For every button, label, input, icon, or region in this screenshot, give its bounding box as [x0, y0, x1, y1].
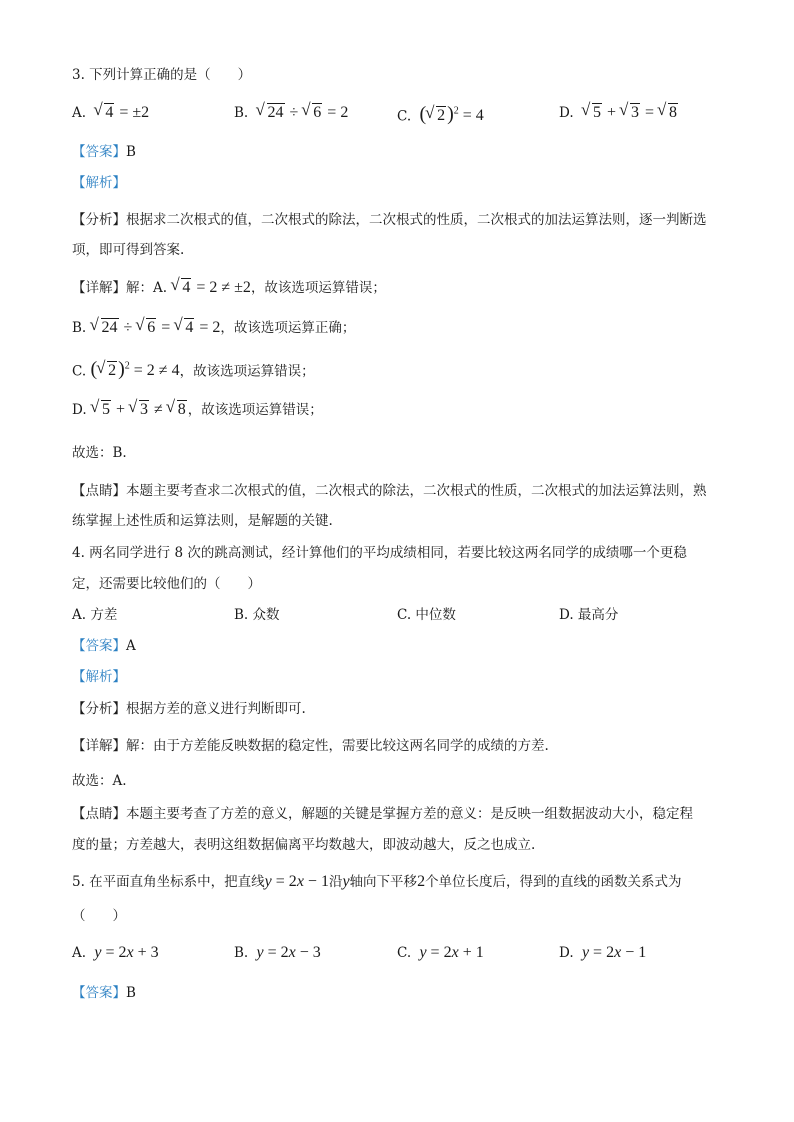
q4-option-b: B. 众数 — [234, 607, 280, 623]
q4-choose: 故选：A. — [72, 773, 127, 789]
q5-option-c — [397, 944, 484, 962]
q5-option-c-formula: y = 2x + 1 — [419, 944, 484, 961]
q4-stem-line-2: 定，还需要比较他们的（ ） — [72, 576, 261, 592]
q5-option-d — [559, 944, 646, 962]
q5-answer — [72, 984, 136, 1002]
detail-text: 解：由于方差能反映数据的稳定性，需要比较这两名同学的成绩的方差. — [126, 738, 549, 754]
q5-stem-part-2: 沿 — [328, 874, 343, 890]
q4-stem-line-1: 4. 两名同学进行 8 次的跳高测试，经计算他们的平均成绩相同，若要比较这两名同学的成绩哪一个更稳 — [72, 545, 687, 561]
answer-value: A — [126, 638, 136, 654]
q5-option-b-formula: y = 2x − 3 — [256, 944, 321, 961]
q3-option-d-label: D. — [559, 105, 574, 121]
q3-analysis-line-1 — [72, 211, 707, 229]
q5-option-a-label: A. — [72, 945, 87, 961]
detail-c-formula: (√ 2 )$^2$ = 2 ≠ 4 — [90, 362, 179, 379]
q3-detail-a — [72, 278, 386, 297]
q3-option-d-formula: √ 5 + √ 3 = √ 8 — [578, 104, 679, 121]
q3-analysis-line-2: 项，即可得到答案. — [72, 242, 185, 258]
q4-option-d: D. 最高分 — [559, 607, 619, 623]
detail-b-formula: √ 24 ÷ √ 6 = √ 4 = 2 — [91, 319, 221, 336]
q3-comment-line-2: 练掌握上述性质和运算法则，是解题的关键. — [72, 513, 333, 529]
q5-stem-line-1 — [72, 873, 682, 891]
q3-option-a-label: A. — [72, 105, 87, 121]
q3-answer — [72, 143, 136, 161]
q5-option-b-label: B. — [234, 945, 249, 961]
q3-option-a-formula: √ 4 = ±2 — [90, 104, 149, 121]
q5-shift-amount: 2 — [417, 873, 426, 890]
comment-text: 本题主要考查求二次根式的值，二次根式的除法，二次根式的性质，二次根式的加法运算法则，熟 — [126, 483, 707, 499]
q4-answer — [72, 637, 136, 655]
detail-a-formula: √ 4 = 2 ≠ ±2 — [171, 279, 251, 296]
q3-option-d — [559, 103, 679, 122]
comment-text: 本题主要考查了方差的意义，解题的关键是掌握方差的意义：是反映一组数据波动大小，稳定程 — [126, 806, 693, 822]
q5-option-a-formula: y = 2x + 3 — [94, 944, 159, 961]
q3-option-b-formula: √ 24 ÷ √ 6 = 2 — [253, 104, 349, 121]
q5-option-c-label: C. — [397, 945, 412, 961]
answer-value: B — [126, 985, 136, 1001]
q5-stem-part-1: 5. 在平面直角坐标系中，把直线 — [72, 874, 265, 890]
detail-a-suffix: ，故该选项运算错误； — [250, 280, 386, 296]
q5-option-d-label: D. — [559, 945, 574, 961]
detail-tag: 【详解】 — [72, 738, 126, 754]
q5-stem-part-4: 个单位长度后，得到的直线的函数关系式为 — [425, 874, 682, 890]
q3-option-b-label: B. — [234, 105, 249, 121]
analysis-tag: 【分析】 — [72, 701, 126, 717]
q3-jiexi-tag: 【解析】 — [72, 175, 126, 191]
analysis-tag: 【分析】 — [72, 212, 126, 228]
q5-line-formula: y = 2x − 1 — [264, 873, 329, 890]
q3-detail-b — [72, 318, 355, 337]
q3-option-c-formula: (√ 2 )$^2$ = 4 — [415, 107, 483, 124]
q4-jiexi-tag: 【解析】 — [72, 669, 126, 685]
detail-b-suffix: ，故该选项运算正确； — [220, 320, 356, 336]
q5-option-d-formula: y = 2x − 1 — [581, 944, 647, 961]
q4-comment-line-2: 度的量；方差越大，表明这组数据偏离平均数越大，即波动越大，反之也成立. — [72, 837, 536, 853]
detail-d-suffix: ，故该选项运算错误； — [187, 402, 323, 418]
detail-a-prefix: 解：A. — [126, 280, 172, 296]
comment-tag: 【点睛】 — [72, 483, 126, 499]
comment-tag: 【点睛】 — [72, 806, 126, 822]
q5-axis-var: y — [342, 873, 350, 890]
q3-detail-d — [72, 400, 323, 419]
q3-option-c-label: C. — [397, 108, 412, 125]
q3-stem: 3. 下列计算正确的是（ ） — [72, 67, 252, 83]
detail-c-prefix: C. — [72, 363, 91, 380]
q4-option-a: A. 方差 — [72, 607, 118, 623]
q4-option-c: C. 中位数 — [397, 607, 456, 623]
q5-stem-part-3: 轴向下平移 — [349, 874, 418, 890]
analysis-text: 根据求二次根式的值，二次根式的除法，二次根式的性质，二次根式的加法运算法则，逐一判断选 — [126, 212, 707, 228]
q5-option-a — [72, 944, 159, 962]
q3-option-b — [234, 103, 348, 122]
q3-choose: 故选：B. — [72, 445, 127, 461]
answer-tag: 【答案】 — [72, 985, 126, 1001]
detail-tag: 【详解】 — [72, 280, 126, 296]
q3-comment-line-1 — [72, 482, 707, 500]
q5-option-b — [234, 944, 321, 962]
answer-tag: 【答案】 — [72, 144, 126, 160]
q4-analysis — [72, 700, 306, 718]
answer-value: B — [126, 144, 136, 160]
q5-stem-line-2: （ ） — [72, 908, 126, 924]
q4-detail — [72, 737, 549, 755]
q3-detail-c — [72, 358, 315, 380]
detail-d-formula: √ 5 + √ 3 ≠ √ 8 — [91, 401, 188, 418]
answer-tag: 【答案】 — [72, 638, 126, 654]
analysis-text: 根据方差的意义进行判断即可. — [126, 701, 306, 717]
q4-comment-line-1 — [72, 805, 693, 823]
detail-b-prefix: B. — [72, 320, 91, 336]
detail-c-suffix: ，故该选项运算错误； — [179, 363, 315, 380]
q3-option-c — [397, 103, 484, 125]
q3-option-a — [72, 103, 149, 122]
detail-d-prefix: D. — [72, 402, 91, 418]
